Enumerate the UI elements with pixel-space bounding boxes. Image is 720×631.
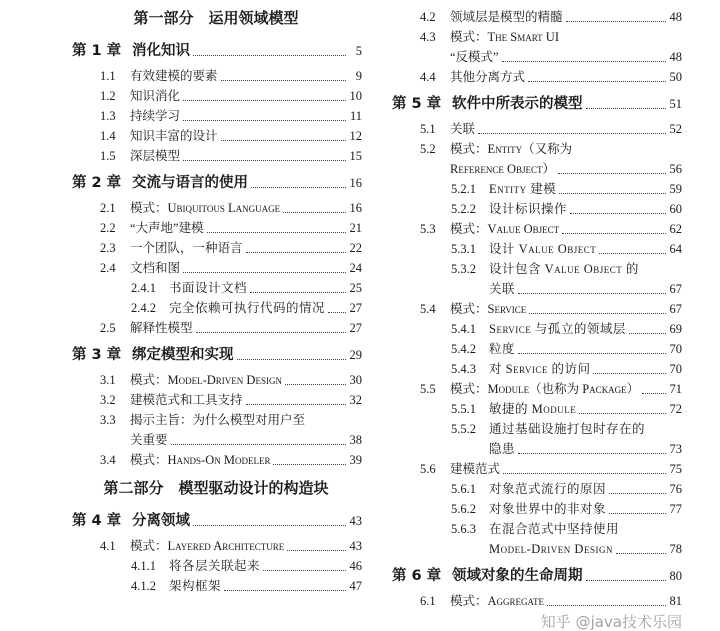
- page-number: 73: [669, 442, 682, 456]
- toc-entry-section[interactable]: [70, 258, 362, 278]
- toc-entry-sub[interactable]: [70, 278, 362, 298]
- page-number: 59: [669, 182, 682, 196]
- toc-entry-section[interactable]: [390, 119, 682, 139]
- entry-title: 模式：Hands-On Modeler: [130, 453, 271, 467]
- entry-title: 领域层是模型的精髓: [450, 10, 563, 24]
- toc-entry-section[interactable]: [390, 7, 682, 27]
- dot-leader: [547, 604, 666, 606]
- entry-number: 5.3.1: [451, 242, 476, 256]
- dot-leader: [642, 392, 666, 394]
- toc-entry-chapter[interactable]: [70, 38, 362, 64]
- entry-title-continued: “反模式”: [450, 50, 499, 64]
- entry-title-continued: Reference Object）: [450, 162, 555, 176]
- toc-entry-sub[interactable]: [390, 479, 682, 499]
- toc-left-column: [70, 0, 362, 596]
- entry-number: 第 1 章: [72, 43, 122, 59]
- entry-title-continued: 隐患: [489, 442, 516, 456]
- page-number: 56: [669, 162, 682, 176]
- dot-leader: [183, 271, 346, 273]
- dot-leader: [566, 20, 666, 22]
- toc-entry-sub[interactable]: [70, 298, 362, 318]
- page-number: 30: [349, 373, 362, 387]
- toc-entry-sub[interactable]: [390, 179, 682, 199]
- entry-title: 深层模型: [130, 149, 181, 163]
- toc-entry-sub[interactable]: [390, 339, 682, 359]
- dot-leader: [193, 524, 346, 526]
- toc-entry-section[interactable]: [70, 218, 362, 238]
- entry-number: 1.2: [100, 89, 116, 103]
- toc-entry-section[interactable]: [70, 318, 362, 338]
- page-number: 80: [669, 569, 682, 583]
- dot-leader: [528, 80, 666, 82]
- entry-title: 敏捷的 Module: [489, 402, 577, 416]
- page-number: 75: [669, 462, 682, 476]
- dot-leader: [221, 79, 346, 81]
- page-number: 70: [669, 342, 682, 356]
- entry-title: 领域对象的生命周期: [452, 568, 583, 584]
- toc-entry-section[interactable]: [390, 591, 682, 611]
- page-number: 43: [349, 514, 362, 528]
- page-number: 72: [669, 402, 682, 416]
- page-number: 81: [669, 594, 682, 608]
- entry-title: 通过基础设施打包时存在的: [489, 422, 646, 436]
- entry-title: 建模范式和工具支持: [130, 393, 243, 407]
- dot-leader: [629, 332, 666, 334]
- entry-title: 模式：Layered Architecture: [130, 539, 285, 553]
- dot-leader: [207, 231, 346, 233]
- entry-title: 有效建模的要素: [130, 69, 218, 83]
- page-number: 21: [349, 221, 362, 235]
- page-number: 71: [669, 382, 682, 396]
- entry-title: 对象世界中的非对象: [489, 502, 607, 516]
- entry-title: 揭示主旨：为什么模型对用户至: [130, 413, 306, 427]
- dot-leader: [183, 159, 346, 161]
- page-number: 51: [669, 97, 682, 111]
- dot-leader: [570, 212, 666, 214]
- page-number: 11: [349, 109, 362, 123]
- toc-entry-sub[interactable]: [390, 419, 682, 439]
- page-number: 27: [349, 301, 362, 315]
- dot-leader: [518, 292, 666, 294]
- entry-number: 3.4: [100, 453, 116, 467]
- dot-leader: [283, 211, 346, 213]
- dot-leader: [246, 403, 346, 405]
- entry-title: 模式：Module（也称为 Package）: [450, 382, 640, 396]
- page-number: 12: [349, 129, 362, 143]
- toc-entry-sub[interactable]: [390, 239, 682, 259]
- page-number: 67: [669, 282, 682, 296]
- entry-title: 将各层关联起来: [169, 559, 261, 573]
- page-number: 22: [349, 241, 362, 255]
- entry-number: 第 3 章: [72, 347, 122, 363]
- toc-entry-section[interactable]: [390, 379, 682, 399]
- dot-leader: [518, 452, 666, 454]
- entry-number: 4.3: [420, 30, 436, 44]
- dot-leader: [562, 232, 666, 234]
- entry-number: 3.2: [100, 393, 116, 407]
- toc-entry-section[interactable]: [70, 198, 362, 218]
- toc-entry-sub[interactable]: [390, 399, 682, 419]
- entry-number: 6.1: [420, 594, 436, 608]
- toc-entry-chapter[interactable]: [70, 170, 362, 196]
- page-number: 32: [349, 393, 362, 407]
- page-number: 27: [349, 321, 362, 335]
- entry-title: 交流与语言的使用: [132, 175, 248, 191]
- entry-number: 4.2: [420, 10, 436, 24]
- entry-number: 5.4: [420, 302, 436, 316]
- toc-entry-sub[interactable]: [70, 556, 362, 576]
- dot-leader: [273, 463, 346, 465]
- page-number: 15: [349, 149, 362, 163]
- entry-title: 文档和图: [130, 261, 181, 275]
- toc-entry-sub[interactable]: [390, 199, 682, 219]
- entry-title: Entity 建模: [489, 182, 557, 196]
- entry-number: 5.2: [420, 142, 436, 156]
- entry-number: 5.2.1: [451, 182, 476, 196]
- page-number: 48: [669, 10, 682, 24]
- entry-number: 3.1: [100, 373, 116, 387]
- entry-title: 其他分离方式: [450, 70, 526, 84]
- dot-leader: [599, 252, 666, 254]
- entry-title: 对 Service 的访问: [489, 362, 591, 376]
- entry-title: 绑定模型和实现: [132, 347, 234, 363]
- entry-number: 3.3: [100, 413, 116, 427]
- entry-title: 关联: [450, 122, 476, 136]
- toc-entry-continuation: [70, 430, 362, 450]
- page-number: 62: [669, 222, 682, 236]
- dot-leader: [285, 383, 346, 385]
- entry-number: 4.1.1: [131, 559, 156, 573]
- entry-title: 模式：Entity（又称为: [450, 142, 573, 156]
- dot-leader: [246, 251, 346, 253]
- entry-number: 5.2.2: [451, 202, 476, 216]
- toc-entry-sub[interactable]: [390, 499, 682, 519]
- toc-entry-chapter[interactable]: [70, 342, 362, 368]
- entry-number: 2.4: [100, 261, 116, 275]
- page-number: 77: [669, 502, 682, 516]
- entry-number: 5.5.1: [451, 402, 476, 416]
- entry-number: 5.6.3: [451, 522, 476, 536]
- toc-entry-section[interactable]: [70, 536, 362, 556]
- entry-number: 5.4.1: [451, 322, 476, 336]
- dot-leader: [502, 60, 666, 62]
- entry-title: 模式：Service: [450, 302, 527, 316]
- dot-leader: [586, 579, 667, 581]
- page-number: 70: [669, 362, 682, 376]
- entry-title: 完全依赖可执行代码的情况: [169, 301, 326, 315]
- entry-number: 1.4: [100, 129, 116, 143]
- toc-entry-section[interactable]: [70, 66, 362, 86]
- page-number: 16: [349, 201, 362, 215]
- dot-leader: [221, 139, 346, 141]
- entry-number: 5.1: [420, 122, 436, 136]
- page-number: 52: [669, 122, 682, 136]
- page-number: 10: [349, 89, 362, 103]
- toc-entry-section[interactable]: [70, 146, 362, 166]
- entry-number: 2.4.1: [131, 281, 156, 295]
- entry-title: 模式：Value Object: [450, 222, 560, 236]
- toc-entry-section[interactable]: [70, 238, 362, 258]
- page-number: 9: [355, 69, 362, 83]
- entry-number: 1.3: [100, 109, 116, 123]
- dot-leader: [558, 172, 666, 174]
- entry-number: 2.3: [100, 241, 116, 255]
- page-number: 25: [349, 281, 362, 295]
- entry-number: 2.1: [100, 201, 116, 215]
- entry-title-continued: 关联: [489, 282, 516, 296]
- toc-entry-section[interactable]: [390, 299, 682, 319]
- entry-title: 书面设计文档: [169, 281, 248, 295]
- toc-entry-sub[interactable]: [390, 359, 682, 379]
- entry-number: 第 2 章: [72, 175, 122, 191]
- entry-title: 在混合范式中坚持使用: [489, 522, 620, 536]
- entry-title-continued: Model-Driven Design: [489, 542, 613, 556]
- toc-entry-sub[interactable]: [70, 576, 362, 596]
- toc-right-column: [390, 7, 682, 631]
- entry-title-continued: 关重要: [130, 433, 168, 447]
- dot-leader: [328, 311, 346, 313]
- toc-entry-section[interactable]: [390, 139, 682, 159]
- entry-title: 设计标识操作: [489, 202, 568, 216]
- page-number: 47: [349, 579, 362, 593]
- toc-entry-section[interactable]: [70, 86, 362, 106]
- entry-number: 2.2: [100, 221, 116, 235]
- page-number: 16: [349, 176, 362, 190]
- toc-entry-sub[interactable]: [390, 519, 682, 539]
- page-number: 38: [349, 433, 362, 447]
- toc-entry-continuation: [390, 539, 682, 559]
- entry-title: 知识丰富的设计: [130, 129, 218, 143]
- toc-entry-section[interactable]: [70, 370, 362, 390]
- entry-title: 消化知识: [132, 43, 190, 59]
- page-number: 69: [669, 322, 682, 336]
- toc-entry-chapter[interactable]: [390, 563, 682, 589]
- dot-leader: [593, 372, 666, 374]
- entry-number: 5.5.2: [451, 422, 476, 436]
- toc-entry-continuation: [390, 159, 682, 179]
- toc-entry-chapter[interactable]: [70, 508, 362, 534]
- dot-leader: [224, 589, 346, 591]
- dot-leader: [183, 119, 346, 121]
- page-number: 64: [669, 242, 682, 256]
- entry-number: 5.5: [420, 382, 436, 396]
- entry-title: 知识消化: [130, 89, 181, 103]
- entry-title: 解释性模型: [130, 321, 193, 335]
- page-number: 78: [669, 542, 682, 556]
- entry-number: 1.5: [100, 149, 116, 163]
- part-heading: 第二部分 模型驱动设计的构造块: [103, 479, 329, 497]
- page-number: 76: [669, 482, 682, 496]
- page-number: 24: [349, 261, 362, 275]
- entry-number: 5.3: [420, 222, 436, 236]
- dot-leader: [196, 331, 346, 333]
- entry-title: 模式：Model-Driven Design: [130, 373, 282, 387]
- dot-leader: [478, 132, 666, 134]
- page-number: 50: [669, 70, 682, 84]
- entry-title: Service 与孤立的领域层: [489, 322, 626, 336]
- dot-leader: [251, 186, 346, 188]
- toc-entry-section[interactable]: [70, 390, 362, 410]
- toc-entry-chapter[interactable]: [390, 91, 682, 117]
- toc-entry-section[interactable]: [390, 219, 682, 239]
- entry-title: 设计 Value Object: [489, 242, 597, 256]
- page-number: 48: [669, 50, 682, 64]
- page-number: 67: [669, 302, 682, 316]
- toc-entry-sub[interactable]: [390, 259, 682, 279]
- toc-entry-section[interactable]: [70, 106, 362, 126]
- dot-leader: [579, 412, 666, 414]
- toc-entry-section[interactable]: [70, 450, 362, 470]
- entry-number: 4.1: [100, 539, 116, 553]
- toc-entry-section[interactable]: [70, 410, 362, 430]
- dot-leader: [609, 492, 666, 494]
- entry-number: 2.5: [100, 321, 116, 335]
- entry-number: 2.4.2: [131, 301, 156, 315]
- dot-leader: [263, 569, 346, 571]
- toc-entry-section[interactable]: [390, 459, 682, 479]
- entry-title: 模式：The Smart UI: [450, 30, 559, 44]
- entry-title: 一个团队，一种语言: [130, 241, 243, 255]
- page-number: 46: [349, 559, 362, 573]
- dot-leader: [529, 312, 666, 314]
- toc-entry-continuation: [390, 279, 682, 299]
- entry-title: 架构框架: [169, 579, 222, 593]
- page-number: 43: [349, 539, 362, 553]
- entry-number: 5.4.2: [451, 342, 476, 356]
- entry-number: 第 4 章: [72, 513, 122, 529]
- dot-leader: [171, 443, 346, 445]
- entry-number: 5.6.2: [451, 502, 476, 516]
- entry-title: “大声地”建模: [130, 221, 204, 235]
- entry-number: 5.4.3: [451, 362, 476, 376]
- entry-number: 4.1.2: [131, 579, 156, 593]
- dot-leader: [609, 512, 666, 514]
- entry-number: 5.6.1: [451, 482, 476, 496]
- toc-entry-section[interactable]: [390, 27, 682, 47]
- dot-leader: [518, 352, 666, 354]
- entry-title: 对象范式流行的原因: [489, 482, 607, 496]
- dot-leader: [183, 99, 346, 101]
- entry-title: 持续学习: [130, 109, 181, 123]
- entry-title: 建模范式: [450, 462, 501, 476]
- toc-entry-section[interactable]: [390, 67, 682, 87]
- toc-entry-section[interactable]: [70, 126, 362, 146]
- part-heading: 第一部分 运用领域模型: [133, 9, 299, 27]
- entry-title: 模式：Aggregate: [450, 594, 545, 608]
- dot-leader: [250, 291, 346, 293]
- dot-leader: [586, 107, 667, 109]
- page-number: 60: [669, 202, 682, 216]
- entry-title: 分离领域: [132, 513, 190, 529]
- dot-leader: [193, 54, 346, 56]
- dot-leader: [616, 552, 666, 554]
- entry-number: 第 6 章: [392, 568, 442, 584]
- dot-leader: [287, 549, 346, 551]
- dot-leader: [237, 358, 347, 360]
- entry-title: 模式：Ubiquitous Language: [130, 201, 281, 215]
- toc-entry-continuation: [390, 47, 682, 67]
- page-number: 29: [349, 348, 362, 362]
- page-number: 5: [355, 44, 362, 58]
- entry-title: 软件中所表示的模型: [452, 96, 583, 112]
- watermark: 知乎 @java技术乐园: [540, 613, 682, 631]
- toc-entry-sub[interactable]: [390, 319, 682, 339]
- dot-leader: [503, 472, 666, 474]
- entry-number: 1.1: [100, 69, 116, 83]
- entry-number: 5.6: [420, 462, 436, 476]
- toc-entry-continuation: [390, 439, 682, 459]
- entry-title: 设计包含 Value Object 的: [489, 262, 639, 276]
- page-number: 39: [349, 453, 362, 467]
- dot-leader: [559, 192, 666, 194]
- entry-number: 5.3.2: [451, 262, 476, 276]
- entry-number: 第 5 章: [392, 96, 442, 112]
- entry-title: 粒度: [489, 342, 516, 356]
- entry-number: 4.4: [420, 70, 436, 84]
